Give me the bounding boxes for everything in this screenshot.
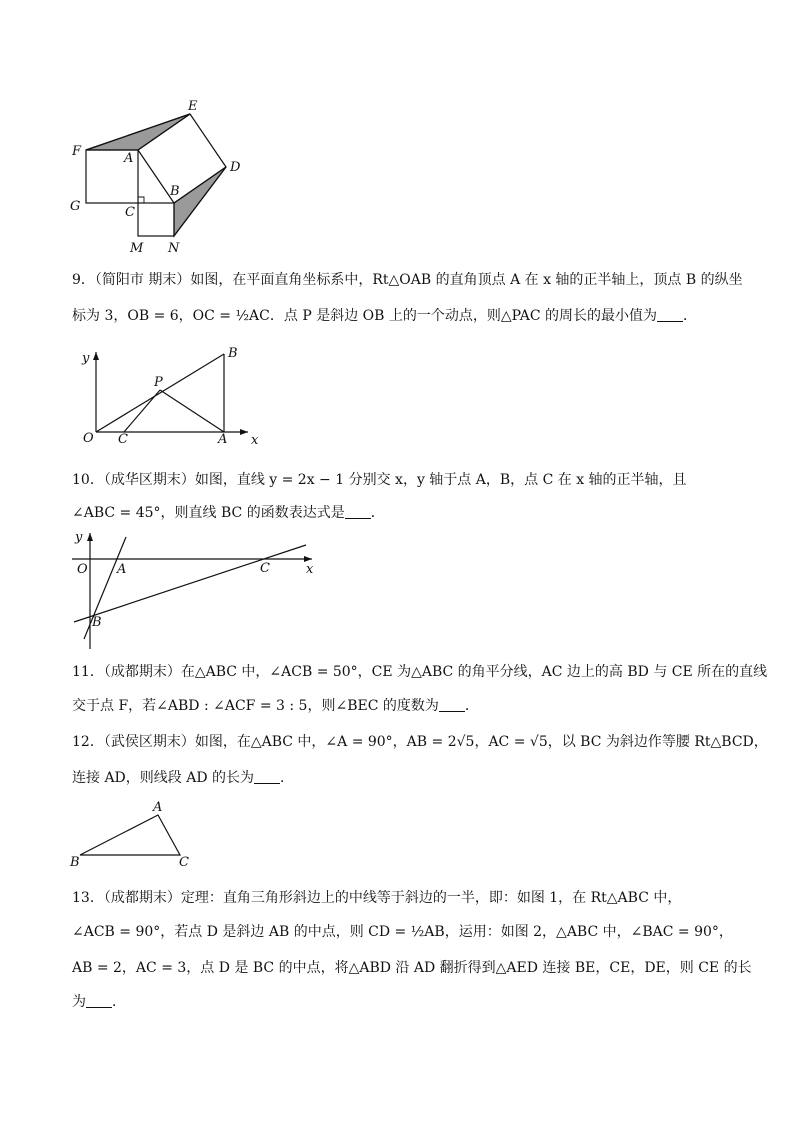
axis-label-x: x: [306, 562, 314, 577]
question-9-line2-wrap: [72, 306, 732, 326]
question-10-line2-wrap: [72, 503, 732, 523]
label-o: O: [83, 431, 94, 446]
question-11-end: ．: [464, 698, 479, 714]
label-n: N: [168, 241, 180, 256]
label-d: D: [230, 160, 241, 175]
label-b: B: [170, 184, 180, 199]
question-9-line2: 标为 3，OB = 6，OC = ½AC．点 P 是斜边 OB 上的一个动点，则△PAC 的周长的最小值为: [72, 308, 658, 324]
figure-triangle-abc: [0, 795, 794, 875]
question-12-line1: 12．（武侯区期末）如图，在△ABC 中，∠A = 90°，AB = 2√5，AC = √5，以 BC 为斜边作等腰 Rt△BCD，: [72, 734, 768, 750]
question-11-line2-wrap: [72, 696, 732, 716]
question-13-line3: AB = 2，AC = 3，点 D 是 BC 的中点，将△ABD 沿 AD 翻折得到△AED 连接 BE，CE，DE，则 CE 的长: [72, 960, 752, 976]
square-cbnm: [138, 203, 174, 236]
question-11-line2: 交于点 F，若∠ABD : ∠ACF = 3 : 5，则∠BEC 的度数为: [72, 698, 439, 714]
question-9-line1: 9．（简阳市 期末）如图，在平面直角坐标系中，Rt△OAB 的直角顶点 A 在 x 轴的正半轴上，顶点 B 的纵坐: [72, 272, 743, 288]
figure-lines-abc: [0, 525, 794, 655]
answer-blank-9: [657, 307, 683, 322]
question-12-line2-wrap: [72, 768, 732, 788]
label-a: A: [117, 562, 127, 577]
label-f: F: [72, 144, 82, 159]
question-10-line2: ∠ABC = 45°，则直线 BC 的函数表达式是: [72, 505, 345, 521]
question-11-line1: 11．（成都期末）在△ABC 中，∠ACB = 50°，CE 为△ABC 的角平分线，AC 边上的高 BD 与 CE 所在的直线: [72, 664, 768, 680]
label-b: B: [228, 346, 238, 361]
question-12-line2: 连接 AD，则线段 AD 的长为: [72, 770, 255, 786]
question-12-end: ．: [280, 770, 295, 786]
label-g: G: [70, 199, 81, 214]
question-9-end: ．: [683, 308, 698, 324]
answer-blank-12: [254, 769, 280, 784]
label-e: E: [188, 99, 198, 114]
label-p: P: [154, 375, 163, 390]
question-13-line2: ∠ACB = 90°，若点 D 是斜边 AB 的中点，则 CD = ½AB，运用：如图 2，△ABC 中，∠BAC = 90°，: [72, 924, 733, 940]
axis-label-y: y: [75, 530, 83, 545]
label-a: A: [153, 800, 163, 815]
answer-blank-11: [439, 697, 465, 712]
label-b: B: [70, 855, 80, 870]
axis-label-y: y: [82, 351, 90, 366]
label-b: B: [92, 615, 102, 630]
question-10-end: ．: [370, 505, 385, 521]
question-13-line1: 13．（成都期末）定理：直角三角形斜边上的中线等于斜边的一半，即：如图 1，在 Rt△ABC 中，: [72, 890, 682, 906]
axis-label-x: x: [251, 433, 259, 448]
figure-coordinate-oab: [0, 340, 794, 460]
answer-blank-10: [345, 504, 371, 519]
label-m: M: [130, 241, 144, 256]
label-a: A: [218, 432, 228, 447]
label-a: A: [124, 151, 134, 166]
answer-blank-13: [86, 993, 112, 1008]
question-13-line4: 为: [72, 994, 86, 1010]
label-c: C: [125, 205, 135, 220]
question-10-line1: 10．（成华区期末）如图，直线 y = 2x − 1 分别交 x，y 轴于点 A，B，点 C 在 x 轴的正半轴，且: [72, 472, 687, 488]
figure-squares-triangle: [0, 0, 794, 270]
label-c: C: [260, 561, 270, 576]
label-c: C: [118, 432, 128, 447]
label-o: O: [77, 562, 88, 577]
label-c: C: [179, 855, 189, 870]
question-13-end: ．: [112, 994, 126, 1010]
question-13-line4-wrap: [72, 992, 732, 1012]
